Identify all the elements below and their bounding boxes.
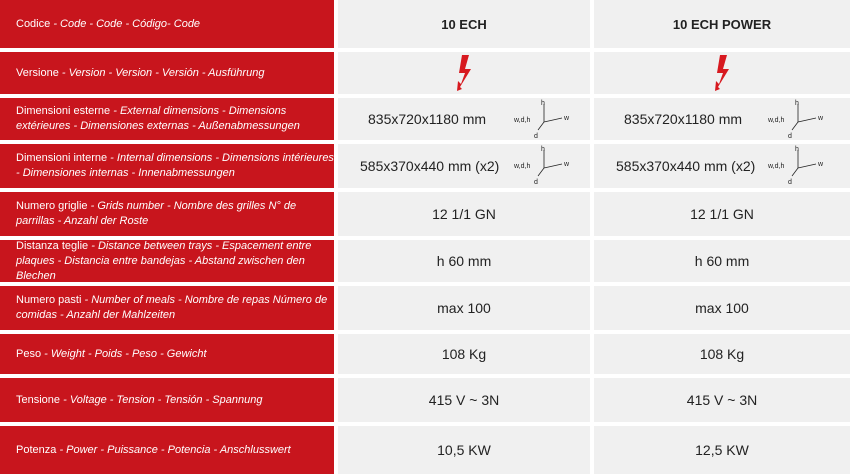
svg-text:w,d,h: w,d,h bbox=[514, 163, 531, 170]
dimension-axes-icon bbox=[514, 98, 574, 144]
value-cell: 835x720x1180 mm h w,d,h w d bbox=[338, 98, 590, 140]
value-cell: 415 V ~ 3N bbox=[338, 378, 590, 422]
version-cell bbox=[338, 52, 590, 94]
row-label: Dimensioni esterne - External dimensions - Dimensions extérieures - Dimensiones externas - Außenabmessungen bbox=[0, 98, 334, 140]
svg-text:w: w bbox=[564, 161, 570, 168]
row-label: Dimensioni interne - Internal dimensions - Dimensions intérieures - Dimensiones internas - Innenabmessungen bbox=[0, 144, 334, 188]
svg-text:w: w bbox=[818, 161, 824, 168]
value-cell: 835x720x1180 mm h w,d,h w d bbox=[594, 98, 850, 140]
value-cell: 12 1/1 GN bbox=[338, 192, 590, 236]
value-cell: 12 1/1 GN bbox=[594, 192, 850, 236]
svg-text:d: d bbox=[534, 179, 538, 186]
value-cell: 10,5 KW bbox=[338, 426, 590, 474]
table-row bbox=[0, 286, 850, 330]
value-cell: max 100 bbox=[338, 286, 590, 330]
table-row bbox=[0, 144, 850, 188]
value-cell: h 60 mm bbox=[338, 240, 590, 282]
value-cell: 585x370x440 mm (x2) h w,d,h w d bbox=[338, 144, 590, 188]
row-label: Numero pasti - Number of meals - Nombre de repas Número de comidas - Anzahl der Mahlzeiten bbox=[0, 286, 334, 330]
table-row bbox=[0, 192, 850, 236]
dimension-axes-icon bbox=[768, 98, 828, 144]
version-cell bbox=[594, 52, 850, 94]
table-row bbox=[0, 52, 850, 94]
value-cell: 415 V ~ 3N bbox=[594, 378, 850, 422]
svg-text:d: d bbox=[788, 179, 792, 186]
svg-text:w,d,h: w,d,h bbox=[514, 117, 531, 124]
table-row bbox=[0, 426, 850, 474]
value-cell: h 60 mm bbox=[594, 240, 850, 282]
value-cell: 12,5 KW bbox=[594, 426, 850, 474]
dimension-axes-icon bbox=[514, 144, 574, 190]
row-label: Peso - Weight - Poids - Peso - Gewicht bbox=[0, 334, 334, 374]
electric-bolt-icon bbox=[453, 55, 475, 91]
label-main: Codice bbox=[16, 17, 51, 30]
svg-text:h: h bbox=[541, 146, 545, 153]
electric-bolt-icon bbox=[711, 55, 733, 91]
svg-text:h: h bbox=[541, 100, 545, 107]
table-row bbox=[0, 240, 850, 282]
table-row bbox=[0, 334, 850, 374]
svg-text:w,d,h: w,d,h bbox=[768, 117, 785, 124]
value-cell: 108 Kg bbox=[594, 334, 850, 374]
table-row bbox=[0, 98, 850, 140]
row-label: Potenza - Power - Puissance - Potencia - Anschlusswert bbox=[0, 426, 334, 474]
value-cell: max 100 bbox=[594, 286, 850, 330]
dimension-axes-icon bbox=[768, 144, 828, 190]
svg-text:w,d,h: w,d,h bbox=[768, 163, 785, 170]
column-header-10-ech: 10 ECH bbox=[338, 0, 590, 48]
table-header-row bbox=[0, 0, 850, 48]
column-header-10-ech-power: 10 ECH POWER bbox=[594, 0, 850, 48]
row-label bbox=[0, 0, 334, 48]
row-label: Versione - Version - Version - Versión - Ausführung bbox=[0, 52, 334, 94]
value-cell: 585x370x440 mm (x2) h w,d,h w d bbox=[594, 144, 850, 188]
svg-text:d: d bbox=[534, 133, 538, 140]
table-row bbox=[0, 378, 850, 422]
row-label: Numero griglie - Grids number - Nombre des grilles N° de parrillas - Anzahl der Roste bbox=[0, 192, 334, 236]
svg-text:h: h bbox=[795, 146, 799, 153]
value-cell: 108 Kg bbox=[338, 334, 590, 374]
svg-text:w: w bbox=[564, 115, 570, 122]
row-label: Distanza teglie - Distance between trays - Espacement entre plaques - Distancia entre bandejas - Abstand zwischen den Blechen bbox=[0, 240, 334, 282]
svg-text:d: d bbox=[788, 133, 792, 140]
svg-text:h: h bbox=[795, 100, 799, 107]
row-label: Tensione - Voltage - Tension - Tensión - Spannung bbox=[0, 378, 334, 422]
svg-text:w: w bbox=[818, 115, 824, 122]
label-translations: - Code - Code - Código- Code bbox=[53, 17, 201, 30]
